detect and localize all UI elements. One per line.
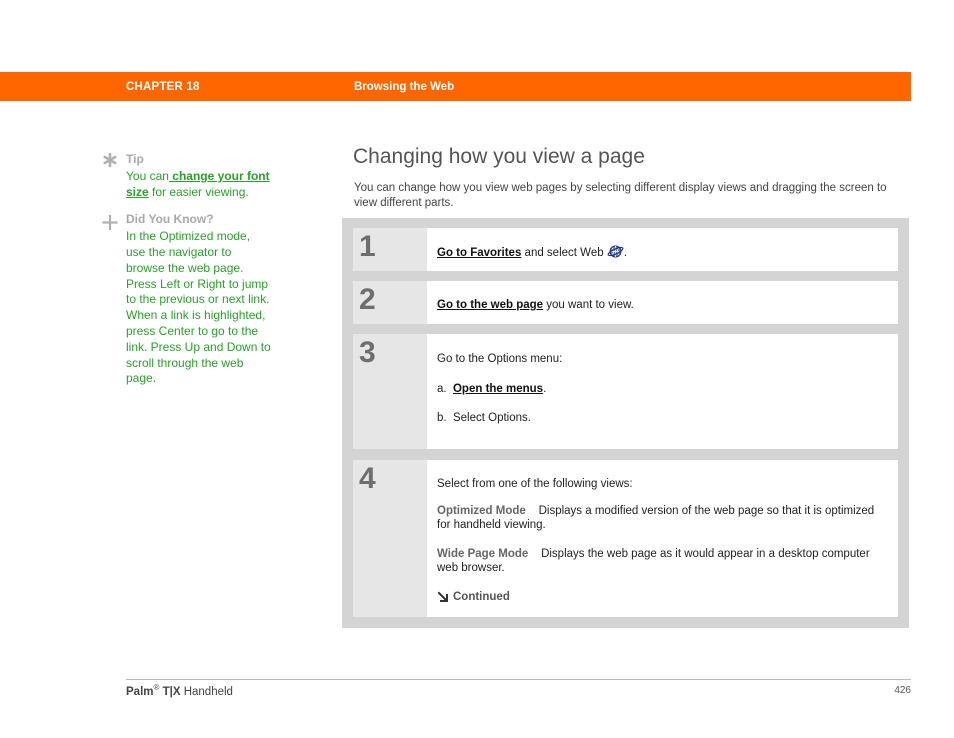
substep-b-text: Select Options. bbox=[452, 412, 531, 424]
continued-indicator bbox=[437, 590, 510, 605]
did-you-know-text: In the Optimized mode, use the navigator to browse the web page. Press Left or Right to jump to the previous or next link. When a link is highlighted, press Center to go to the link. Press Up and Down to scroll through the web page. bbox=[126, 229, 271, 386]
step-number: 2 bbox=[359, 283, 376, 316]
step-1 bbox=[353, 228, 898, 271]
step-body bbox=[437, 245, 886, 261]
step-4 bbox=[353, 460, 898, 617]
step-3 bbox=[353, 334, 898, 449]
footer-reg-mark: ® bbox=[153, 683, 160, 692]
chapter-label: CHAPTER 18 bbox=[126, 81, 200, 93]
tip-heading: Tip bbox=[126, 152, 144, 166]
asterisk-icon bbox=[102, 152, 118, 168]
section-title: Browsing the Web bbox=[354, 81, 455, 93]
substep-a-prefix: a. bbox=[437, 382, 447, 395]
did-you-know-block bbox=[102, 212, 282, 387]
wide-page-mode-term: Wide Page Mode bbox=[437, 547, 529, 560]
substep-b-prefix: b. bbox=[437, 412, 447, 424]
chapter-header-bar bbox=[0, 72, 911, 101]
go-to-favorites-link[interactable]: Go to Favorites bbox=[437, 247, 522, 259]
footer-product-name: Handheld bbox=[180, 685, 233, 698]
tip-block bbox=[102, 152, 282, 200]
intro-text: You can change how you view web pages by selecting different display views and dragging the screen to view different parts. bbox=[354, 182, 887, 209]
step-body bbox=[437, 477, 886, 607]
step-1-text: and select Web bbox=[521, 247, 607, 259]
optimized-mode-term: Optimized Mode bbox=[437, 504, 526, 517]
tip-text-before: You can bbox=[126, 168, 169, 183]
continued-label: Continued bbox=[453, 590, 510, 603]
step-body bbox=[437, 352, 886, 426]
footer-product bbox=[126, 683, 233, 698]
sidebar bbox=[102, 152, 282, 399]
step-number: 1 bbox=[359, 230, 376, 263]
step-3-text: Go to the Options menu: bbox=[437, 353, 563, 365]
step-2-text: you want to view. bbox=[543, 299, 634, 311]
page-number: 426 bbox=[894, 685, 911, 696]
step-number: 3 bbox=[359, 336, 376, 369]
arrow-down-right-icon bbox=[437, 591, 449, 603]
step-2 bbox=[353, 281, 898, 324]
plus-icon bbox=[102, 214, 118, 230]
tip-text bbox=[126, 169, 282, 201]
wide-page-mode-desc: Displays the web page as it would appear in a desktop computer web browser. bbox=[437, 547, 870, 574]
step-number: 4 bbox=[359, 462, 376, 495]
step-1-text-end: . bbox=[623, 247, 628, 259]
web-globe-icon bbox=[607, 245, 624, 258]
optimized-mode-desc: Displays a modified version of the web page so that it is optimized for handheld viewing. bbox=[437, 504, 875, 531]
did-you-know-heading: Did You Know? bbox=[126, 212, 214, 227]
step-4-text: Select from one of the following views: bbox=[437, 478, 633, 490]
footer-divider bbox=[126, 679, 911, 680]
footer-brand: Palm bbox=[126, 685, 154, 698]
step-body bbox=[437, 298, 886, 313]
change-font-size-link[interactable]: change your font size bbox=[126, 168, 270, 199]
substep-a-end: . bbox=[543, 382, 547, 395]
tip-text-after: for easier viewing. bbox=[148, 184, 249, 199]
footer-model: T|X bbox=[159, 685, 181, 698]
open-the-menus-link[interactable]: Open the menus bbox=[452, 382, 544, 395]
go-to-web-page-link[interactable]: Go to the web page bbox=[437, 299, 544, 311]
page-title: Changing how you view a page bbox=[353, 145, 645, 168]
steps-panel bbox=[342, 218, 909, 628]
